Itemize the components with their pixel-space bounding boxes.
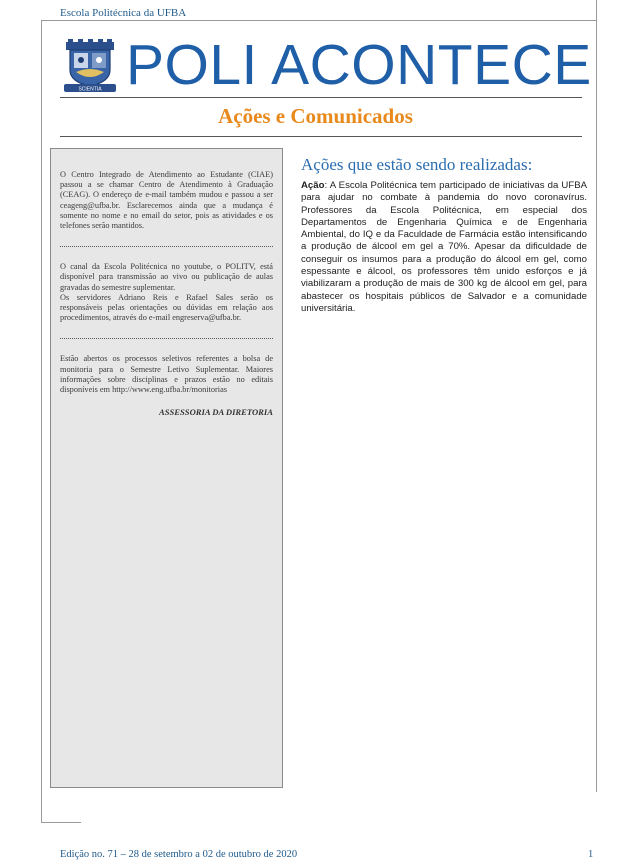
ufba-crest-logo <box>60 38 120 94</box>
school-name: Escola Politécnica da UFBA <box>60 7 187 19</box>
article-text: : A Escola Politécnica tem participado de iniciativas da UFBA para ajudar no combate à pandemia do novo coronavírus. Professores da Escola Politécnica, em especial dos Departamentos de Engenharia Química e de Engenharia Ambiental, do IQ e da Faculdade de Farmácia estão intensificando a produção de álcool em gel a 70%. Apesar da dificuldade de conseguir os insumos para a produção do álcool em gel, como espessante e álcool, os professores têm unido esforços e já viabilizaram a produção de mais de 300 kg de álcool em gel, para abastecer os hospitais públicos de Salvador e a comunidade universitária. <box>301 180 587 314</box>
article-heading: Ações que estão sendo realizadas: <box>301 155 533 174</box>
masthead-title: POLI ACONTECE <box>126 33 592 97</box>
dotted-divider <box>60 338 273 339</box>
article-lead-label: Ação <box>301 180 325 191</box>
crest-motto: SCIENTIA <box>78 86 102 93</box>
section-title: Ações e Comunicados <box>218 104 413 128</box>
frame-line <box>41 20 42 822</box>
notices-sidebar <box>50 148 283 788</box>
frame-line <box>41 822 81 823</box>
frame-line <box>41 20 597 21</box>
masthead-rule <box>60 97 582 98</box>
section-rule <box>60 136 582 137</box>
article-body <box>301 180 587 315</box>
notice-paragraph: Os servidores Adriano Reis e Rafael Sales serão os responsáveis pelas orientações ou dúvidas em relação aos procedimentos, através do e-mail engreserva@ufba.br. <box>60 292 273 323</box>
dotted-divider <box>60 246 273 247</box>
notice-paragraph: Estão abertos os processos seletivos referentes a bolsa de monitoria para o Semestre Letivo Suplementar. Maiores informações sobre disciplinas e prazos estão no editais disponíveis em http://www.eng.ufba.br/monitorias <box>60 354 273 395</box>
notice-paragraph: O Centro Integrado de Atendimento ao Estudante (CIAE) passou a se chamar Centro de Atendimento à Graduação (CEAG). O endereço de e-mail também mudou e passou a ser ceageng@ufba.br. Esclarecemos ainda que a mudança é somente no nome e no email do setor, pois as atividades e os telefones serão mantidos. <box>60 170 273 231</box>
signature: ASSESSORIA DA DIRETORIA <box>158 407 273 418</box>
edition-footer: Edição no. 71 – 28 de setembro a 02 de outubro de 2020 <box>60 849 298 860</box>
notice-paragraph: O canal da Escola Politécnica no youtube, o POLITV, está disponível para transmissão ao vivo ou publicação de aulas gravadas do semestre suplementar. <box>60 262 273 292</box>
page-number: 1 <box>588 849 594 860</box>
